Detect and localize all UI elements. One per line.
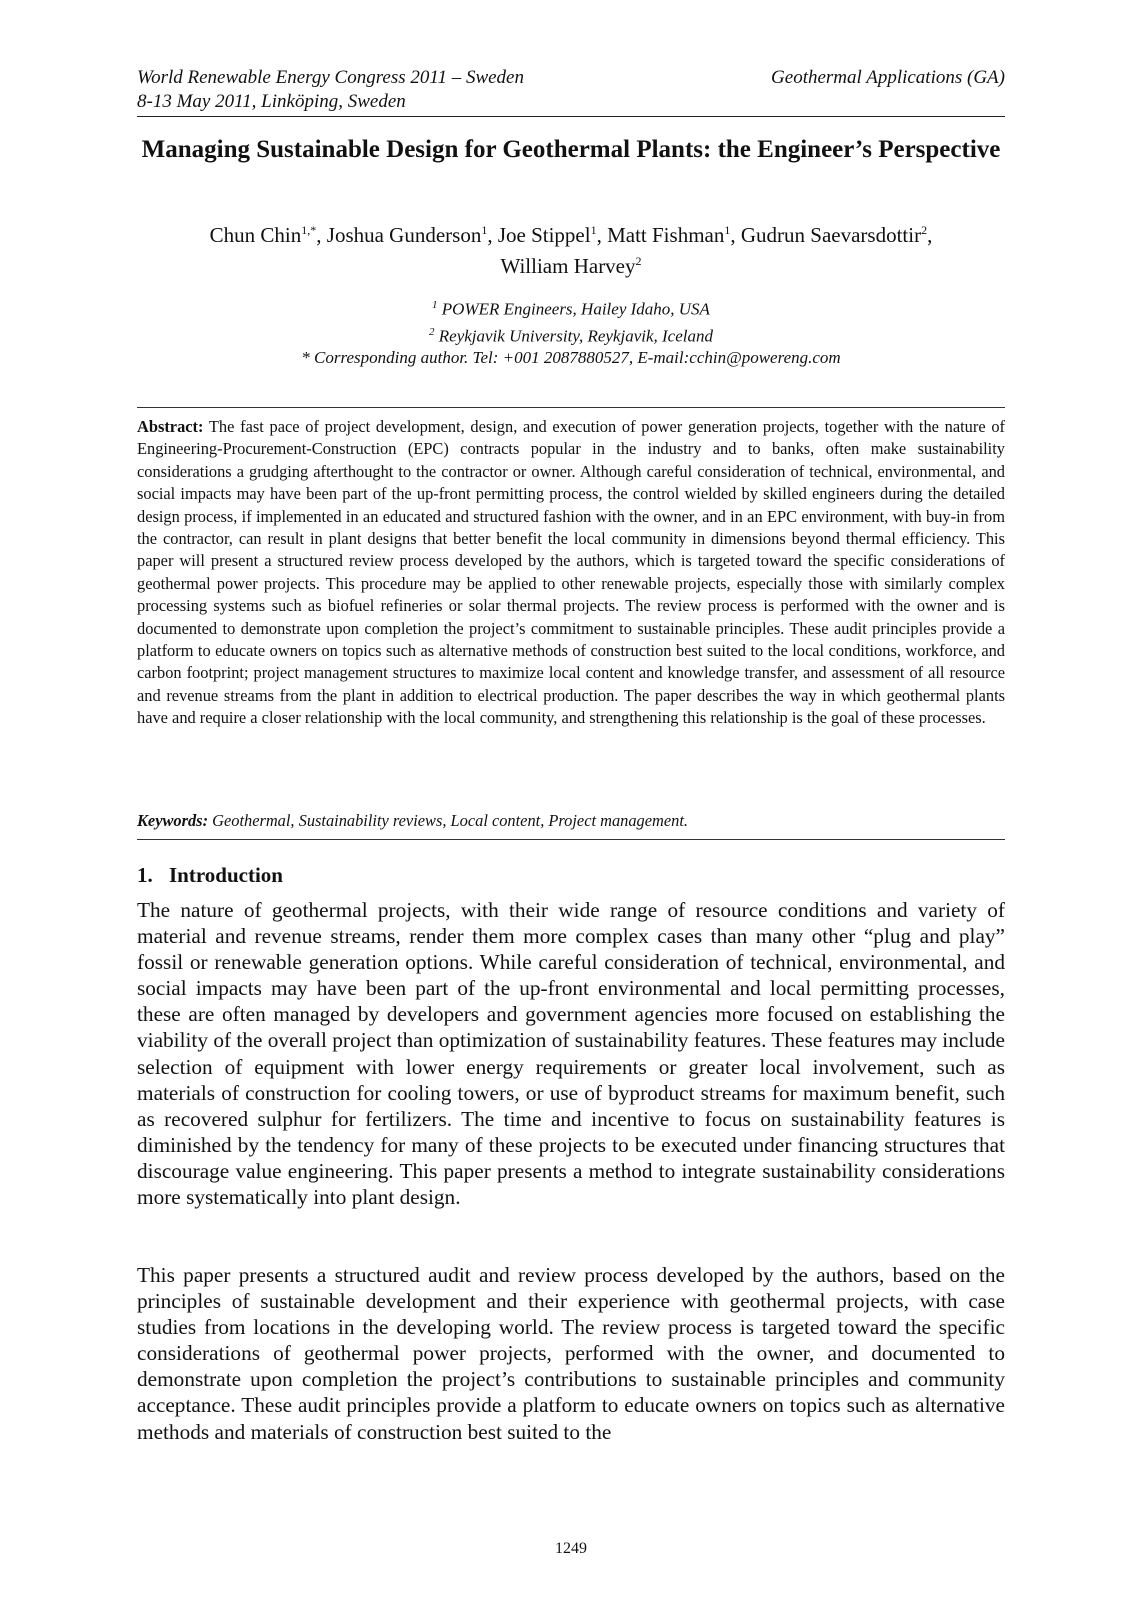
affiliation-text: POWER Engineers, Hailey Idaho, USA (441, 299, 710, 319)
affiliation-text: Reykjavik University, Reykjavik, Iceland (438, 326, 713, 346)
affiliation-line (137, 321, 1005, 348)
abstract-bottom-rule (137, 839, 1005, 840)
section-heading (137, 862, 1005, 888)
affiliation-line (137, 294, 1005, 321)
abstract-text: The fast pace of project development, design, and execution of power generation projects, together with the nature of Engineering-Procurement-Construction (EPC) contracts popular in the industry and to banks, often make sustainability considerations a grudging afterthought to the contractor or owner. Although careful consideration of technical, environmental, and social impacts may have been part of the up-front permitting process, the control wielded by skilled engineers during the detailed design process, if implemented in an educated and structured fashion with the owner, and in an EPC environment, with buy-in from the contractor, can result in plant designs that better benefit the local community in dimensions beyond thermal efficiency. This paper will present a structured review process developed by the authors, which is targeted toward the specific considerations of geothermal power projects. This procedure may be applied to other renewable projects, especially those with similarly complex processing systems such as biofuel refineries or solar thermal projects. The review process is performed with the owner and is documented to demonstrate upon completion the project’s commitment to sustainable principles. These audit principles provide a platform to educate owners on topics such as alternative methods of construction best suited to the local conditions, workforce, and carbon footprint; project management structures to maximize local content and knowledge transfer, and assessment of all resource and revenue streams from the plant in addition to electrical production. The paper describes the way in which geothermal plants have and require a closer relationship with the local community, and strengthening this relationship is the goal of these processes. (137, 417, 1005, 728)
conference-dates: 8-13 May 2011, Linköping, Sweden (137, 91, 406, 112)
affiliation-mark: 1 (432, 299, 438, 311)
section-title: Introduction (169, 863, 283, 887)
author-name: Gudrun Saevarsdottir (740, 223, 922, 247)
header-rule (137, 116, 1005, 117)
author-separator: , (487, 223, 498, 247)
abstract (137, 416, 1005, 730)
body-paragraph: The nature of geothermal projects, with their wide range of resource conditions and variety of material and revenue streams, render them more complex cases than many other “plug and play” fossil or renewable generation options. While careful consideration of technical, environmental, and social impacts may have been part of the up-front environmental and local permitting processes, these are often managed by developers and government agencies more focused on establishing the viability of the overall project than optimization of sustainability features. These features may include selection of equipment with lower energy requirements or greater local involvement, such as materials of construction for cooling towers, or use of byproduct streams for maximum benefit, such as recovered sulphur for fertilizers. The time and incentive to focus on sustainability features is diminished by the tendency for many of these projects to be executed under financing structures that discourage value engineering. This paper presents a method to integrate sustainability considerations more systematically into plant design. (137, 898, 1005, 1210)
author-name: Joe Stippel (497, 223, 591, 247)
author-affil-mark: 1 (724, 223, 731, 237)
paper-title: Managing Sustainable Design for Geothermal Plants: the Engineer’s Perspective (141, 136, 1001, 163)
author-name: Joshua Gunderson (326, 223, 482, 247)
author-affil-mark: 1,* (301, 223, 317, 237)
affiliation-mark: 2 (429, 325, 435, 338)
author-name: William Harvey (500, 254, 636, 278)
section-number: 1. (137, 863, 153, 887)
affiliations (137, 294, 1005, 369)
author-separator: , (927, 223, 933, 247)
author-separator: , (596, 223, 608, 247)
abstract-label: Abstract: (137, 417, 204, 436)
abstract-top-rule (137, 407, 1005, 408)
keywords-label: Keywords: (137, 811, 209, 830)
keywords-text: Geothermal, Sustainability reviews, Local content, Project management. (212, 811, 688, 830)
author-separator: , (730, 223, 741, 247)
body-paragraph: This paper presents a structured audit and review process developed by the authors, based on the principles of sustainable development and their experience with geothermal projects, with case studies from locations in the developing world. The review process is targeted toward the specific considerations of geothermal power projects, performed with the owner, and documented to demonstrate upon completion the project’s contributions to sustainable principles and community acceptance. These audit principles provide a platform to educate owners on topics such as alternative methods and materials of construction best suited to the (137, 1263, 1005, 1444)
author-affil-mark: 2 (921, 223, 928, 237)
running-header (137, 66, 1005, 114)
author-affil-mark: 2 (635, 254, 642, 268)
track-name: Geothermal Applications (GA) (771, 67, 1005, 88)
page-number: 1249 (555, 1540, 587, 1557)
corresponding-author: * Corresponding author. Tel: +001 2087880527, E-mail:cchin@powereng.com (301, 348, 841, 368)
author-affil-mark: 1 (481, 223, 488, 237)
keywords (137, 810, 1005, 832)
author-name: Chun Chin (209, 223, 302, 247)
author-list (137, 217, 1005, 279)
author-name: Matt Fishman (607, 223, 725, 247)
author-affil-mark: 1 (590, 223, 597, 237)
author-separator: , (316, 223, 327, 247)
conference-name: World Renewable Energy Congress 2011 – Sweden (137, 67, 524, 88)
